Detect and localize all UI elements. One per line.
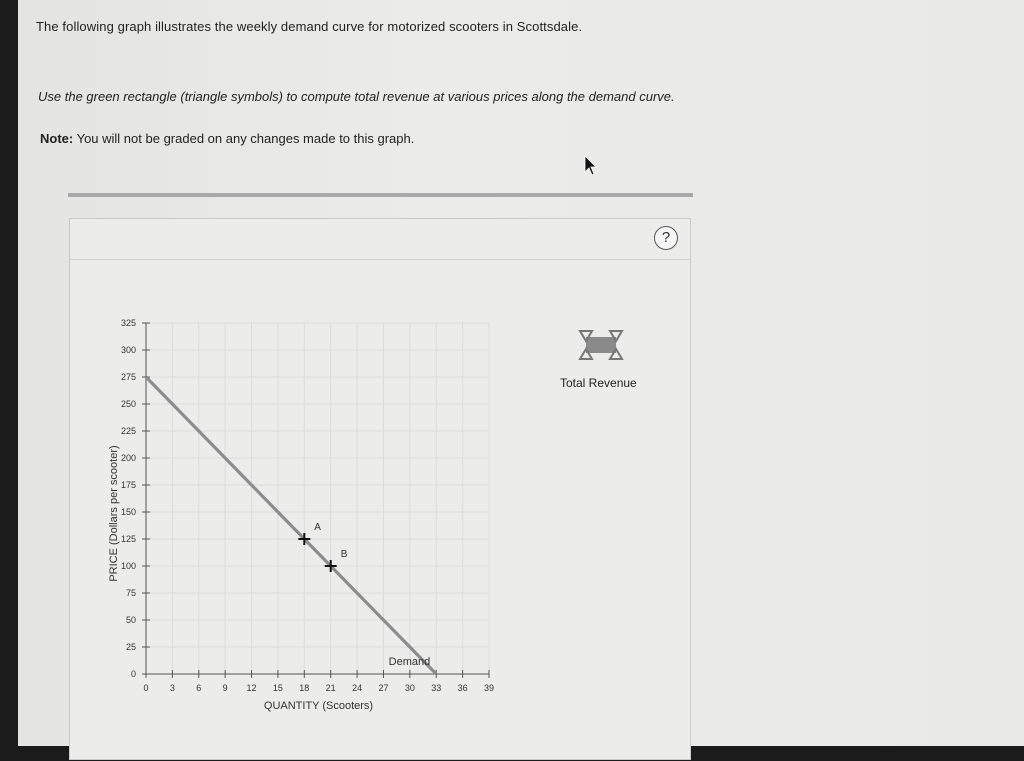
y-tick-label: 300 [120,345,136,355]
point-A-label: A [314,522,321,533]
x-axis-title: QUANTITY (Scooters) [263,700,374,712]
y-tick-label: 100 [120,561,136,571]
x-tick-label: 15 [272,683,283,693]
total-revenue-label: Total Revenue [560,376,637,390]
y-tick-label: 200 [120,453,136,463]
intro-text: The following graph illustrates the weekly demand curve for motorized scooters in Scottsdale. [36,19,583,34]
y-tick-label: 50 [125,615,136,625]
y-tick-label: 25 [125,642,136,652]
x-tick-label: 21 [325,683,336,693]
tool-rectangle [586,337,616,353]
x-tick-label: 12 [246,683,257,693]
note-label: Note: [40,131,74,146]
x-tick-label: 33 [431,683,442,693]
x-tick-label: 18 [299,683,310,693]
help-button[interactable]: ? [654,226,678,250]
x-tick-label: 0 [143,683,149,693]
x-tick-label: 24 [352,683,363,693]
demand-chart [86,300,526,725]
x-tick-label: 3 [169,683,175,693]
x-tick-label: 6 [196,683,202,693]
point-B-label: B [340,549,348,560]
y-tick-label: 75 [125,588,136,598]
total-revenue-rectangle-icon[interactable] [572,328,632,362]
page [18,0,1024,746]
y-tick-label: 125 [120,534,136,544]
panel-header [70,219,690,260]
x-tick-label: 9 [222,683,228,693]
y-tick-label: 275 [120,372,136,382]
note-text [40,131,414,146]
section-divider [68,193,693,197]
y-axis-title: PRICE (Dollars per scooter) [108,445,120,582]
instruction-text: Use the green rectangle (triangle symbols) to compute total revenue at various prices along the demand curve. [38,89,675,104]
y-tick-label: 150 [120,507,136,517]
x-tick-label: 36 [457,683,468,693]
x-tick-label: 30 [404,683,415,693]
y-tick-label: 250 [120,399,136,409]
x-tick-label: 27 [378,683,389,693]
mouse-cursor-icon [584,155,600,177]
y-tick-label: 0 [130,669,136,679]
y-tick-label: 325 [120,318,136,328]
note-body: You will not be graded on any changes made to this graph. [73,131,415,146]
demand-curve-line [146,377,436,674]
y-tick-label: 175 [120,480,136,490]
x-tick-label: 39 [483,683,495,693]
demand-curve-label: Demand [388,656,431,668]
y-tick-label: 225 [120,426,136,436]
